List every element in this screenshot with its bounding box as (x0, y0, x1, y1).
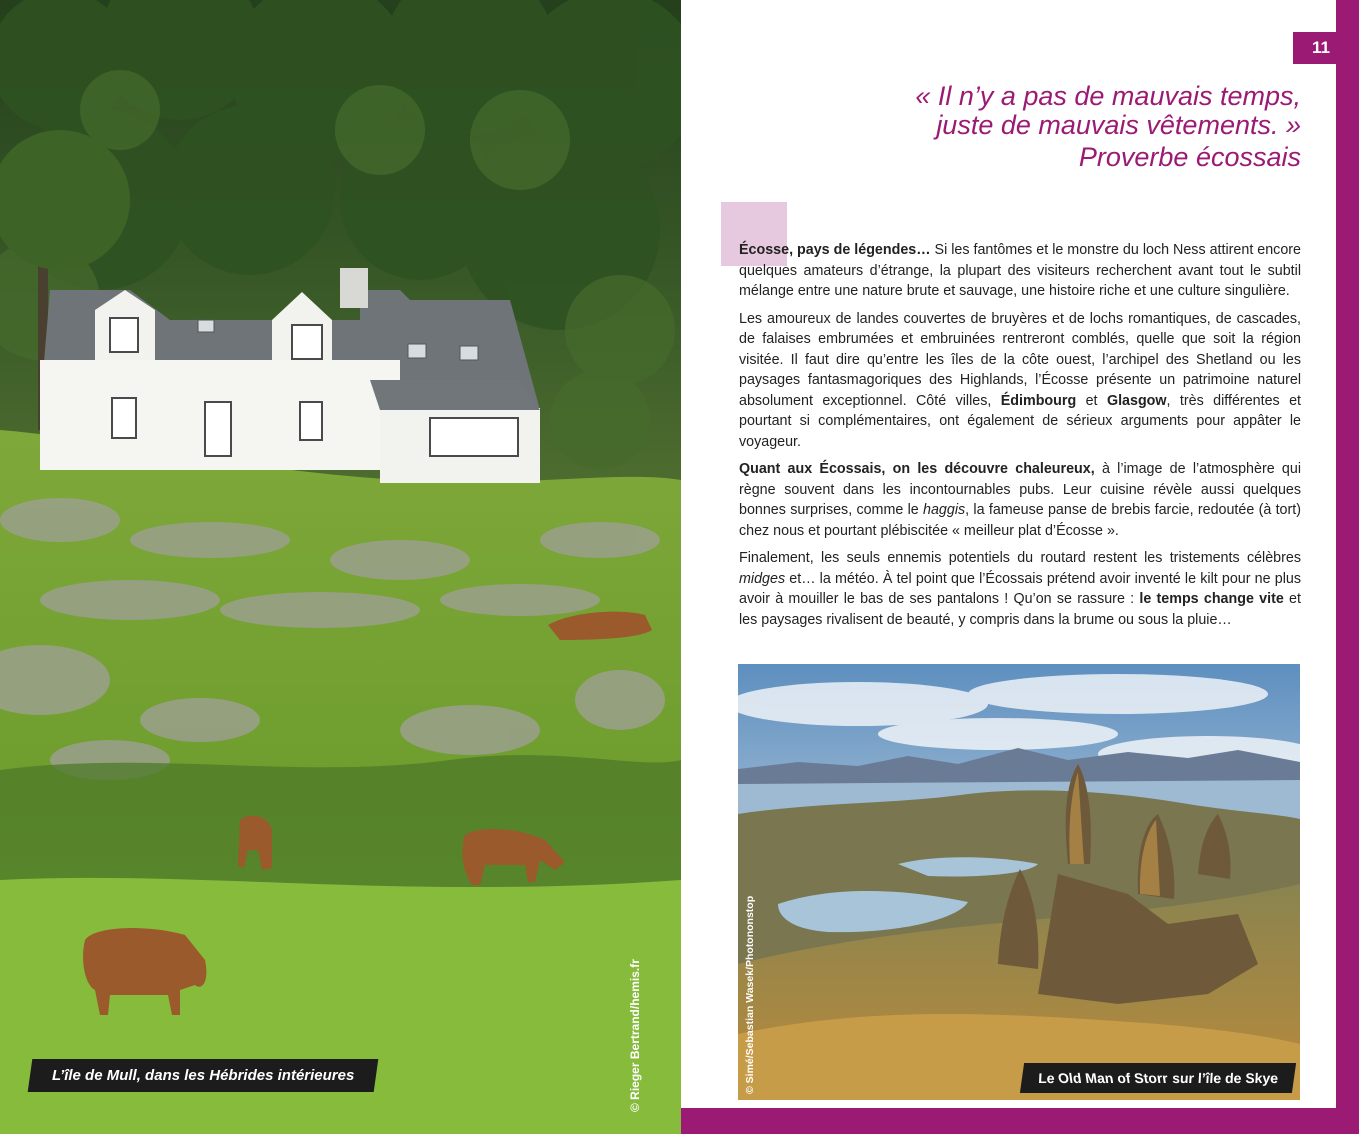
paragraph-4 (739, 548, 1301, 630)
paragraph-4-text-3: et les paysages rivalisent de beauté, y compris dans la brume ou sous la pluie… (739, 591, 1301, 628)
paragraph-1-text: Si les fantômes et le monstre du loch Ness attirent encore quelques amateurs d’étrange, la plupart des visiteurs recherchent avant tout le subtil mélange entre une nature brute et sauvage, une histoire riche et une culture singulière. (739, 242, 1301, 299)
right-photo-caption (1020, 1063, 1296, 1093)
page-edge-bar (1336, 0, 1359, 1134)
city-glasgow: Glasgow (1106, 392, 1167, 409)
quote-author: Proverbe écossais (1078, 142, 1301, 172)
caption-suffix: sur l’île de Skye (1171, 1070, 1280, 1086)
paragraph-2-text-2: et (1076, 392, 1107, 409)
midges-term: midges (739, 570, 786, 587)
paragraph-4-text-2: et… la météo. À tel point que l’Écossais prétend avoir inventé le kilt pour ne plus avoir à mouiller le bas de ses pantalons ! Qu’on se rassure : (739, 570, 1301, 607)
left-photo-credit: © Rieger Bertrand/hemis.fr (628, 959, 642, 1112)
right-photo-caption-text (1038, 1070, 1278, 1086)
city-edinburgh: Édimbourg (1000, 392, 1077, 409)
page-bottom-bar (681, 1108, 1359, 1134)
paragraph-3 (739, 459, 1301, 541)
left-photo-caption-text: L’île de Mull, dans les Hébrides intérieures (52, 1067, 355, 1084)
paragraph-3-text-2: , la fameuse panse de brebis farcie, redoutée (à tort) chez nous et pourtant plébiscitée « meilleur plat d’Écosse ». (739, 502, 1301, 539)
paragraph-1-lead: Écosse, pays de légendes… (739, 242, 931, 258)
paragraph-4-bold: le temps change vite (1139, 591, 1284, 607)
right-photo-credit: © Simé/Sebastian Wasek/Photononstop (744, 895, 756, 1094)
quote-line-2: juste de mauvais vêtements. » (936, 110, 1301, 140)
epigraph-quote (915, 82, 1301, 172)
right-page (681, 0, 1359, 1134)
paragraph-3-lead: Quant aux Écossais, on les découvre chaleureux, (739, 461, 1095, 477)
paragraph-3-text-1: à l’image de l’atmosphère qui règne souvent dans les incontournables pubs. Leur cuisine révèle aussi quelques bonnes surprises, comme le (739, 461, 1301, 518)
paragraph-2-text-3: , très différentes et pourtant si complémentaires, ont également de sérieux arguments pour appâter le voyageur. (739, 392, 1301, 450)
caption-name: Old Man of Storr (1057, 1070, 1170, 1086)
page-number: 11 (1293, 32, 1359, 64)
haggis-term: haggis (923, 502, 966, 518)
left-photo-caption (28, 1059, 379, 1092)
paragraph-2-text-1: Les amoureux de landes couvertes de bruyères et de lochs romantiques, de cascades, de falaises embrumées et embruinées rentreront comblés, quelle que soit la région visitée. Il faut dire qu’entre les îles de la côte ouest, l’archipel des Shetland ou les paysages fantasmagoriques des Highlands, l’Écosse présente un patrimoine naturel absolument exceptionnel. Côté villes, (739, 310, 1301, 409)
paragraph-4-text-1: Finalement, les seuls ennemis potentiels du routard restent les tristements célèbres (739, 550, 1301, 566)
paragraph-1 (739, 240, 1301, 302)
old-man-of-storr-image (738, 664, 1300, 1100)
right-photo (738, 664, 1300, 1100)
paragraph-2 (739, 309, 1301, 453)
caption-prefix: Le (1037, 1070, 1056, 1086)
body-text (739, 240, 1301, 637)
quote-line-1: « Il n’y a pas de mauvais temps, (915, 81, 1301, 111)
